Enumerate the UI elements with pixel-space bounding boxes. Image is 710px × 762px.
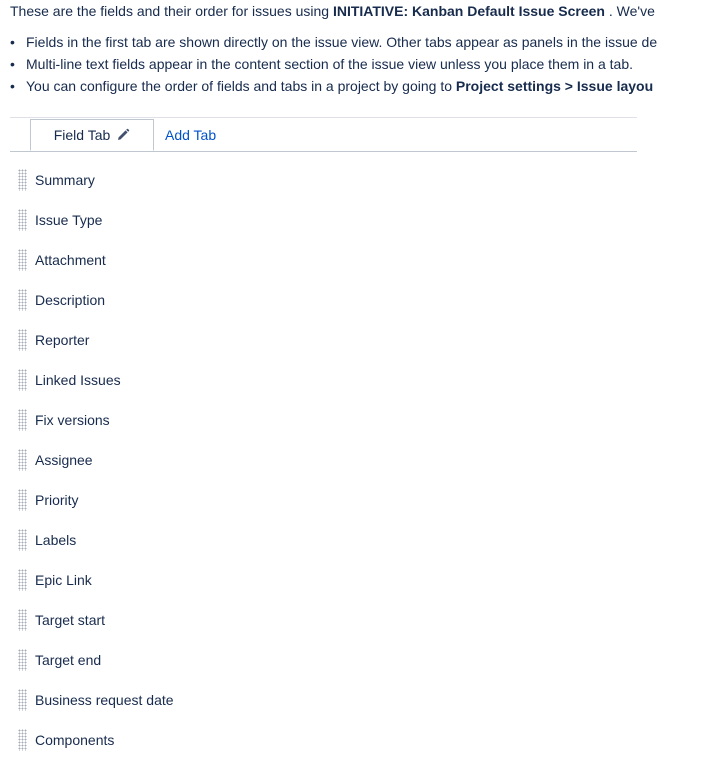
field-label: Target start bbox=[35, 612, 106, 628]
field-label: Description bbox=[35, 292, 106, 308]
note-item bbox=[10, 54, 657, 76]
intro-suffix: . We've bbox=[604, 3, 655, 19]
field-label: Epic Link bbox=[35, 572, 92, 588]
field-row-target-start[interactable] bbox=[18, 600, 174, 640]
project-settings-path: Project settings > Issue layou bbox=[455, 78, 654, 94]
field-label: Linked Issues bbox=[35, 372, 121, 388]
tab-field-tab[interactable] bbox=[30, 119, 154, 151]
drag-handle-icon[interactable] bbox=[18, 369, 27, 391]
field-row-summary[interactable] bbox=[18, 160, 174, 200]
drag-handle-icon[interactable] bbox=[18, 329, 27, 351]
pencil-icon[interactable] bbox=[116, 128, 130, 142]
drag-handle-icon[interactable] bbox=[18, 569, 27, 591]
drag-handle-icon[interactable] bbox=[18, 729, 27, 751]
field-row-issue-type[interactable] bbox=[18, 200, 174, 240]
field-label: Reporter bbox=[35, 332, 90, 348]
field-label: Components bbox=[35, 732, 115, 748]
note-text: Fields in the first tab are shown directly on the issue view. Other tabs appear as panels in the issue de bbox=[26, 34, 658, 50]
field-row-description[interactable] bbox=[18, 280, 174, 320]
field-label: Labels bbox=[35, 532, 77, 548]
field-label: Priority bbox=[35, 492, 79, 508]
drag-handle-icon[interactable] bbox=[18, 529, 27, 551]
field-label: Attachment bbox=[35, 252, 106, 268]
field-label: Issue Type bbox=[35, 212, 103, 228]
note-text: You can configure the order of fields and tabs in a project by going to bbox=[26, 78, 456, 94]
drag-handle-icon[interactable] bbox=[18, 169, 27, 191]
field-row-reporter[interactable] bbox=[18, 320, 174, 360]
field-row-business-request-date[interactable] bbox=[18, 680, 174, 720]
drag-handle-icon[interactable] bbox=[18, 649, 27, 671]
drag-handle-icon[interactable] bbox=[18, 609, 27, 631]
field-row-attachment[interactable] bbox=[18, 240, 174, 280]
drag-handle-icon[interactable] bbox=[18, 209, 27, 231]
drag-handle-icon[interactable] bbox=[18, 249, 27, 271]
field-label: Target end bbox=[35, 652, 102, 668]
note-item bbox=[10, 32, 657, 54]
field-row-priority[interactable] bbox=[18, 480, 174, 520]
drag-handle-icon[interactable] bbox=[18, 489, 27, 511]
screen-name: INITIATIVE: Kanban Default Issue Screen bbox=[332, 3, 605, 19]
drag-handle-icon[interactable] bbox=[18, 689, 27, 711]
drag-handle-icon[interactable] bbox=[18, 409, 27, 431]
field-label: Summary bbox=[35, 172, 95, 188]
field-row-labels[interactable] bbox=[18, 520, 174, 560]
note-item bbox=[10, 76, 657, 98]
field-row-fix-versions[interactable] bbox=[18, 400, 174, 440]
field-label: Fix versions bbox=[35, 412, 110, 428]
tab-label: Field Tab bbox=[53, 127, 111, 143]
field-row-linked-issues[interactable] bbox=[18, 360, 174, 400]
field-label: Assignee bbox=[35, 452, 93, 468]
intro-text bbox=[10, 2, 710, 20]
field-label: Business request date bbox=[35, 692, 174, 708]
field-row-target-end[interactable] bbox=[18, 640, 174, 680]
intro-prefix: These are the fields and their order for issues using bbox=[10, 3, 333, 19]
note-text: Multi-line text fields appear in the content section of the issue view unless you place them in a tab. bbox=[26, 56, 634, 72]
field-list bbox=[18, 160, 174, 760]
add-tab-link[interactable]: Add Tab bbox=[165, 127, 217, 143]
field-row-epic-link[interactable] bbox=[18, 560, 174, 600]
notes-list bbox=[10, 32, 657, 98]
tab-bar bbox=[10, 118, 637, 152]
drag-handle-icon[interactable] bbox=[18, 289, 27, 311]
drag-handle-icon[interactable] bbox=[18, 449, 27, 471]
field-row-assignee[interactable] bbox=[18, 440, 174, 480]
field-row-components[interactable] bbox=[18, 720, 174, 760]
